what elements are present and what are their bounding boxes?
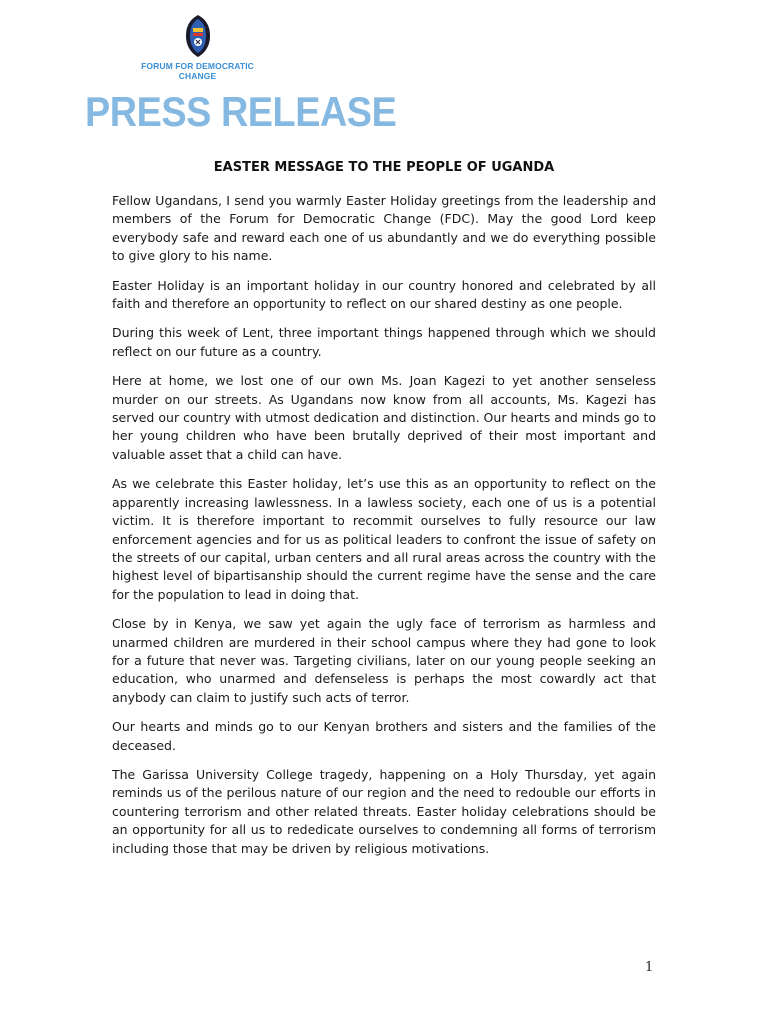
document-title: EASTER MESSAGE TO THE PEOPLE OF UGANDA [213, 160, 555, 175]
paragraph-greeting: Fellow Ugandans, I send you warmly Easter Holiday greetings from the leadership and members of the Forum for Democratic Change (FDC). May the good Lord keep everybody safe and reward each one of us abundantly and we do everything possible to give glory to his name. [112, 193, 656, 264]
org-name [130, 61, 265, 81]
page-number: 1 [645, 960, 654, 975]
paragraph-lawlessness: As we celebrate this Easter holiday, let’s use this as an opportunity to reflect on the apparently increasing lawlessness. In a lawless society, each one of us is a potential victim. It is therefore important to recommit ourselves to fully resource our law enforcement agencies and for us as political leaders to confront the issue of safety on the streets of our capital, urban centers and all rural areas across the country with the highest level of bipartisanship should the current regime have the sense and the care for the population to lead in doing that. [112, 476, 656, 602]
paragraph-kagezi: Here at home, we lost one of our own Ms. Joan Kagezi to yet another senseless murder on our streets. As Ugandans now know from all accounts, Ms. Kagezi has served our country with utmost dedication and distinction. Our hearts and minds go to her young children who have been brutally deprived of their most important and valuable asset that a child can have. [112, 373, 656, 462]
document-body [112, 192, 656, 869]
paragraph-easter-holiday: Easter Holiday is an important holiday in our country honored and celebrated by all faith and therefore an opportunity to reflect on our shared destiny as one people. [112, 277, 656, 312]
org-name-line1: FORUM FOR DEMOCRATIC [141, 61, 254, 71]
paragraph-week-of-lent: During this week of Lent, three important things happened through which we should reflect on our future as a country. [112, 325, 656, 359]
paragraph-kenya: Close by in Kenya, we saw yet again the ugly face of terrorism as harmless and unarmed children are murdered in their school campus where they had gone to look for a future that never was. Targeting civilians, later on our young people seeking an education, who unarmed and defenseless is perhaps the most cowardly act that anybody can claim to justify such acts of terror. [112, 616, 656, 705]
fdc-logo [130, 14, 265, 81]
paragraph-condolences: Our hearts and minds go to our Kenyan brothers and sisters and the families of the deceased. [112, 719, 656, 753]
org-name-line2: CHANGE [178, 71, 217, 81]
paragraph-garissa: The Garissa University College tragedy, happening on a Holy Thursday, yet again reminds us of the perilous nature of our region and the need to redouble our efforts in countering terrorism and other related threats. Easter holiday celebrations should be an opportunity for all us to rededicate ourselves to condemning all forms of terrorism including those that may be driven by religious motivations. [112, 766, 656, 856]
press-release-banner: PRESS RELEASE [85, 88, 397, 135]
fdc-shield-icon [184, 14, 212, 58]
